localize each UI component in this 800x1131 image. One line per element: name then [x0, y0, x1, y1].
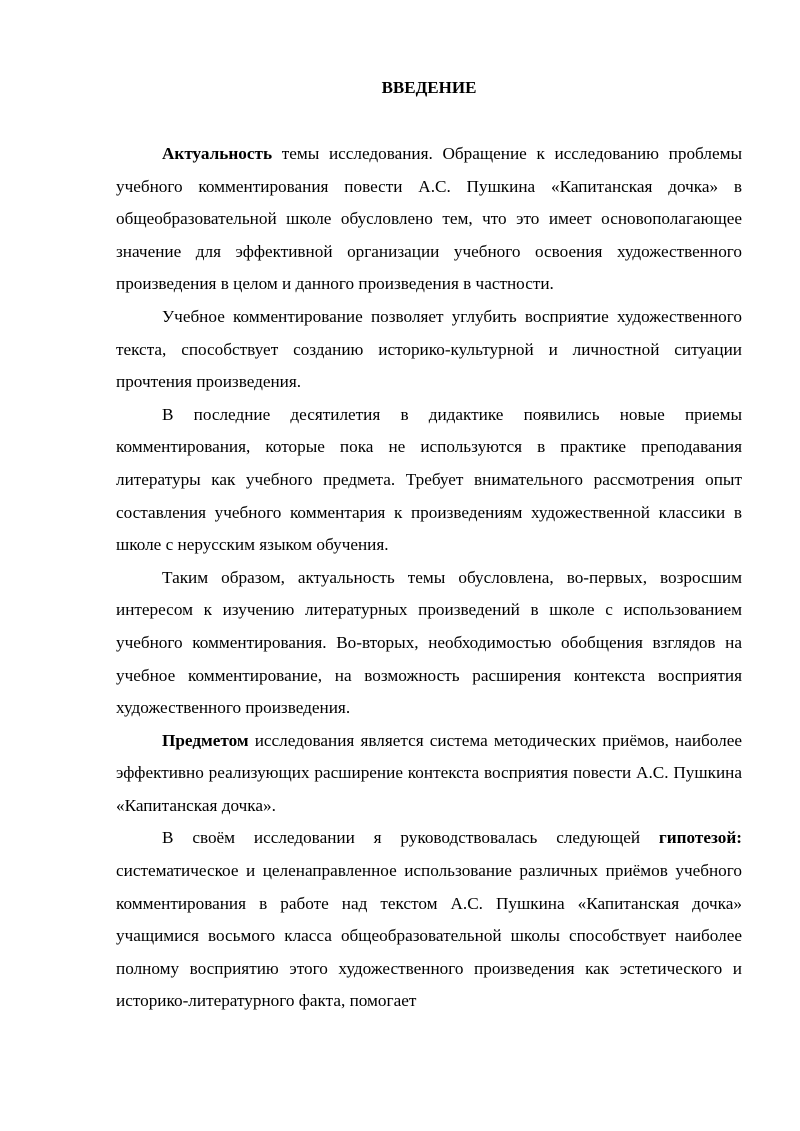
bold-lead-term: Актуальность [162, 144, 273, 163]
paragraph-conclusion [116, 562, 742, 725]
paragraph-text: Учебное комментирование позволяет углубить восприятие художественного текста, способствует созданию историко-культурной и личностной ситуации прочтения произведения. [116, 306, 742, 392]
document-title: ВВЕДЕНИЕ [381, 78, 477, 97]
paragraph-hypothesis [116, 822, 742, 1018]
paragraph-text: Таким образом, актуальность темы обусловлена, во-первых, возросшим интересом к изучению литературных произведений в школе с использованием учебного комментирования. Во-вторых, необходимостью обобщения взглядов на учебное комментирование, на возможность расширения контекста восприятия художественного произведения. [116, 567, 742, 718]
paragraph-text: В последние десятилетия в дидактике появились новые приемы комментирования, которые пока не используются в практике преподавания литературы как учебного предмета. Требует внимательного рассмотрения опыт составления учебного комментария к произведениям художественной классики в школе с нерусским языком обучения. [116, 404, 742, 555]
paragraph-text: исследования является система методических приёмов, наиболее эффективно реализующих расширение контекста восприятия повести А.С. Пушкина «Капитанская дочка». [116, 730, 742, 815]
paragraph-text: темы исследования. Обращение к исследованию проблемы учебного комментирования повести А.С. Пушкина «Капитанская дочка» в общеобразовательной школе обусловлено тем, что это имеет основополагающее значение для эффективной организации учебного освоения художественного произведения в целом и данного произведения в частности. [116, 144, 742, 294]
paragraph-subject [116, 725, 742, 823]
paragraph-relevance [116, 138, 742, 301]
bold-inline-term: гипотезой: [658, 828, 742, 848]
document-page [116, 74, 742, 1018]
paragraph-commenting [116, 301, 742, 399]
paragraph-text: В своём исследовании я руководствовалась следующей [162, 828, 659, 848]
paragraph-new-techniques [116, 399, 742, 562]
bold-lead-term: Предметом [162, 730, 249, 750]
paragraph-text: систематическое и целенаправленное использование различных приёмов учебного комментирования в работе над текстом А.С. Пушкина «Капитанская дочка» учащимися восьмого класса общеобразовательной школы способствует наиболее полному восприятию этого художественного произведения как эстетического и историко-литературного факта, помогает [116, 861, 742, 1011]
